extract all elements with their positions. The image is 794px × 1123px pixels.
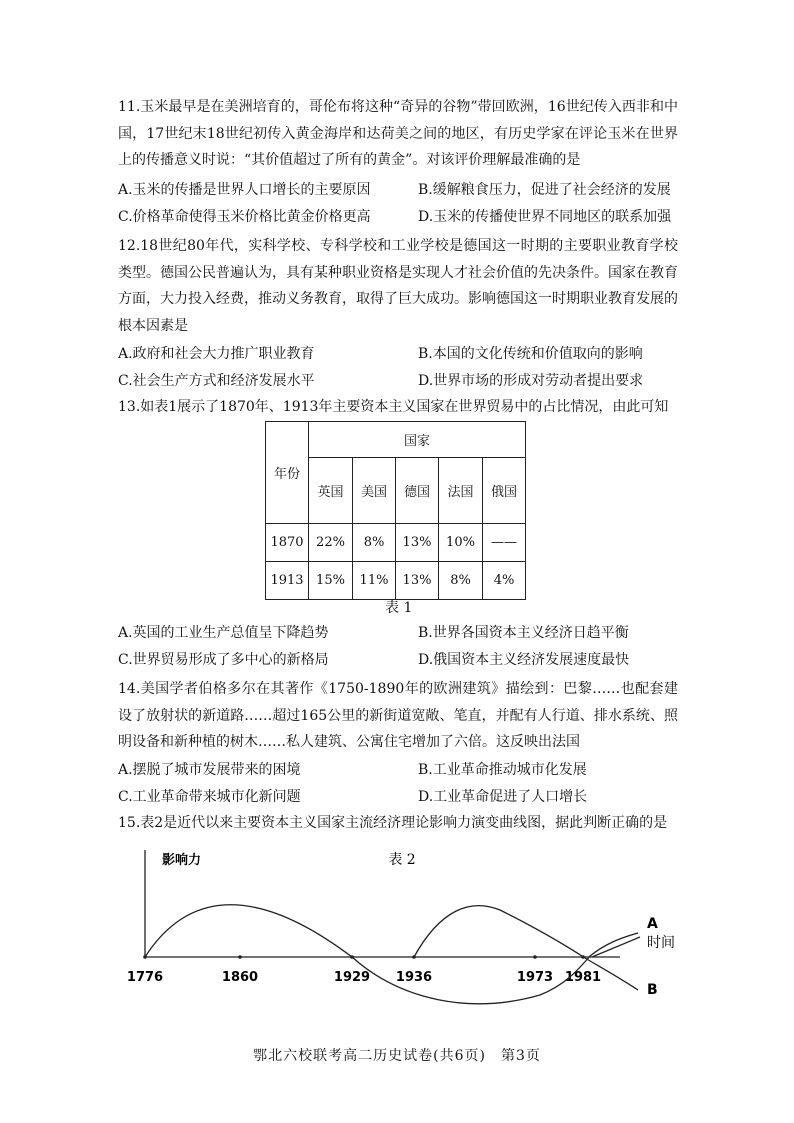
x-tick-label: 1860 (221, 970, 259, 985)
chart-title: 表 2 (388, 852, 416, 868)
country-header: 德国 (396, 458, 439, 524)
country-header: 俄国 (483, 458, 526, 524)
y-axis-label: 影响力 (162, 853, 202, 868)
q13-option-c: C.世界贸易形成了多中心的新格局 (118, 652, 329, 668)
x-tick-label: 1936 (395, 970, 433, 985)
q13-stem: 13.如表1展示了1870年、1913年主要资本主义国家在世界贸易中的占比情况，由此可知 (118, 399, 669, 415)
x-axis-label: 时间 (647, 935, 675, 951)
q13-option-a: A.英国的工业生产总值呈下降趋势 (118, 625, 329, 641)
value-cell: 15% (309, 562, 353, 600)
x-tick-label: 1929 (333, 970, 371, 985)
q13-option-d: D.俄国资本主义经济发展速度最快 (418, 652, 630, 668)
q12-stem: 12.18世纪80年代，实科学校、专科学校和工业学校是德国这一时期的主要职业教育学校类型。德国公民普遍认为，具有某种职业资格是实现人才社会价值的先决条件。国家在教育方面，大力投入经费，推动义务教育，取得了巨大成功。影响德国这一时期职业教育发展的根本因素是 (118, 238, 678, 334)
q11-stem: 11.玉米最早是在美洲培育的，哥伦布将这种“奇异的谷物”带回欧洲，16世纪传入西非和中国，17世纪末18世纪初传入黄金海岸和达荷美之间的地区，有历史学家在评论玉米在世界上的传播意义时说：“其价值超过了所有的黄金”。对该评价理解最准确的是 (118, 99, 678, 168)
q14-option-c: C.工业革命带来城市化新问题 (118, 789, 301, 805)
q11-option-a: A.玉米的传播是世界人口增长的主要原因 (118, 182, 371, 198)
q13-option-b: B.世界各国资本主义经济日趋平衡 (418, 625, 629, 641)
table-1-caption: 表 1 (385, 600, 413, 616)
q14-option-a: A.摆脱了城市发展带来的困境 (118, 762, 301, 778)
q14-stem: 14.美国学者伯格多尔在其著作《1750-1890年的欧洲建筑》描绘到：巴黎……也配套建设了放射状的新道路……超过165公里的新街道宽敞、笔直，并配有人行道、排水系统、照明设备和新种植的树木……私人建筑、公寓住宅增加了六倍。这反映出法国 (118, 681, 678, 750)
year-cell: 1913 (266, 562, 309, 600)
page-footer: 鄂北六校联考高二历史试卷(共6页) 第3页 (253, 1048, 541, 1064)
value-cell: 13% (396, 562, 439, 600)
x-tick-mark (238, 955, 242, 959)
country-header: 英国 (309, 458, 353, 524)
q12-option-c: C.社会生产方式和经济发展水平 (118, 373, 315, 389)
q12-option-d: D.世界市场的形成对劳动者提出要求 (418, 373, 644, 389)
value-cell: —— (483, 524, 526, 562)
influence-chart (0, 840, 794, 1020)
q11-option-d: D.玉米的传播使世界不同地区的联系加强 (418, 209, 672, 225)
value-cell: 10% (439, 524, 483, 562)
q11-option-c: C.价格革命使得玉米价格比黄金价格更高 (118, 209, 371, 225)
value-cell: 13% (396, 524, 439, 562)
x-tick-label: 1973 (516, 970, 554, 985)
country-header: 美国 (353, 458, 396, 524)
value-cell: 11% (353, 562, 396, 600)
value-cell: 8% (353, 524, 396, 562)
table-1 (265, 421, 526, 600)
series-a-curve (145, 905, 638, 1004)
country-header: 法国 (439, 458, 483, 524)
value-cell: 8% (439, 562, 483, 600)
q12-option-a: A.政府和社会大力推广职业教育 (118, 346, 315, 362)
table-row (266, 562, 526, 600)
country-group-header: 国家 (309, 422, 526, 458)
year-cell: 1870 (266, 524, 309, 562)
value-cell: 22% (309, 524, 353, 562)
q15-stem: 15.表2是近代以来主要资本主义国家主流经济理论影响力演变曲线图，据此判断正确的是 (118, 815, 668, 831)
q14-option-d: D.工业革命促进了人口增长 (418, 789, 588, 805)
x-tick-mark (533, 955, 537, 959)
table-row (266, 524, 526, 562)
x-tick-label: 1981 (564, 970, 602, 985)
q11-option-b: B.缓解粮食压力，促进了社会经济的发展 (418, 182, 671, 198)
x-tick-label: 1776 (126, 970, 164, 985)
series-a-label: A (647, 916, 658, 932)
series-b-label: B (647, 982, 658, 998)
q14-option-b: B.工业革命推动城市化发展 (418, 762, 587, 778)
year-header: 年份 (266, 422, 309, 524)
q12-option-b: B.本国的文化传统和价值取向的影响 (418, 346, 643, 362)
value-cell: 4% (483, 562, 526, 600)
